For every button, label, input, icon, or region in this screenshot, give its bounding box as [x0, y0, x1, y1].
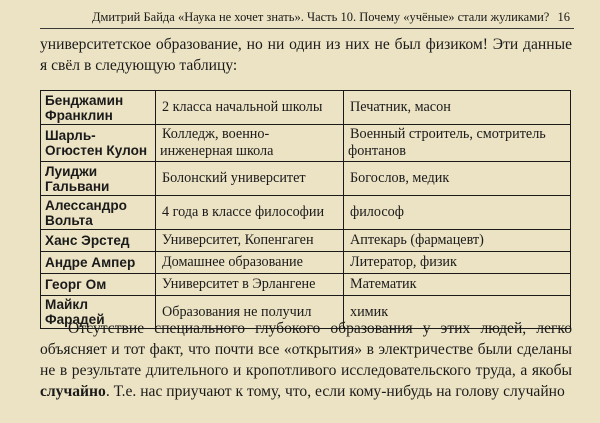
table-row	[41, 91, 571, 125]
scientist-name: Георг Ом	[41, 274, 156, 296]
outro-text-start: Отсутствие специального глубокого образования у этих людей, легко объясняет и тот факт, что почти все «открытия» в электричестве были сделаны не в результате длительного и кропотливого исследовательского труда, а якобы	[40, 320, 572, 379]
outro-text-end: . Т.е. нас приучают к тому, что, если кому-нибудь на голову случайно	[105, 383, 565, 400]
scientist-education: 2 класса начальной школы	[156, 91, 344, 125]
scientist-name: Бенджамин Франклин	[41, 91, 156, 125]
scientist-occupation: Аптекарь (фармацевт)	[344, 230, 571, 252]
scientist-name: Андре Ампер	[41, 252, 156, 274]
scientist-occupation: Богослов, медик	[344, 162, 571, 196]
page-header	[40, 6, 574, 29]
scientist-name: Ханс Эрстед	[41, 230, 156, 252]
scientist-occupation: философ	[344, 196, 571, 230]
scientist-education: 4 года в классе философии	[156, 196, 344, 230]
scientist-education: Университет, Копенгаген	[156, 230, 344, 252]
scientist-name: Майкл Фарадей	[41, 296, 156, 329]
scientist-occupation: Математик	[344, 274, 571, 296]
scientist-name: Алессандро Вольта	[41, 196, 156, 230]
scientist-education: Университет в Эрлангене	[156, 274, 344, 296]
table-row	[41, 162, 571, 196]
scientist-name: Луиджи Гальвани	[41, 162, 156, 196]
scientist-occupation: Военный строитель, смотритель фонтанов	[344, 125, 571, 162]
header-title: Дмитрий Байда «Наука не хочет знать». Часть 10. Почему «учёные» стали жуликами?	[92, 10, 550, 24]
scientists-table	[40, 90, 571, 329]
scientist-education: Болонский университет	[156, 162, 344, 196]
table-row	[41, 274, 571, 296]
outro-bold-word: случайно	[40, 383, 106, 400]
table-row	[41, 196, 571, 230]
intro-paragraph: университетское образование, но ни один из них не был физиком! Эти данные я свёл в следующую таблицу:	[40, 36, 572, 74]
table-row	[41, 252, 571, 274]
scientist-occupation: химик	[344, 296, 571, 329]
outro-paragraph	[40, 318, 572, 402]
table-row	[41, 125, 571, 162]
scientist-education: Домашнее образование	[156, 252, 344, 274]
scientist-education: Образования не получил	[156, 296, 344, 329]
table-row	[41, 230, 571, 252]
page-number: 16	[557, 10, 570, 24]
scientist-name: Шарль-Огюстен Кулон	[41, 125, 156, 162]
scientist-occupation: Печатник, масон	[344, 91, 571, 125]
scientist-occupation: Литератор, физик	[344, 252, 571, 274]
scientist-education: Колледж, военно-инженерная школа	[156, 125, 344, 162]
